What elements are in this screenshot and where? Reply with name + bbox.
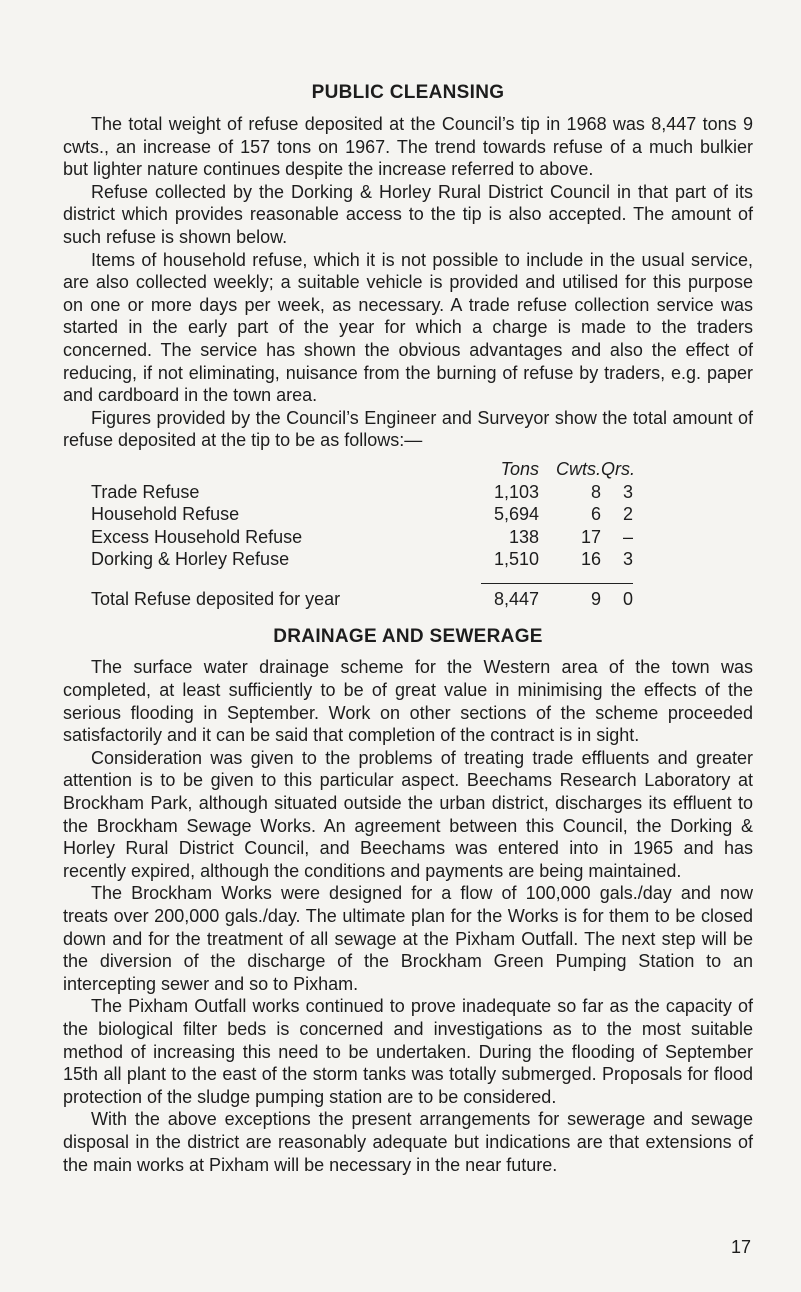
table-row: [91, 503, 753, 526]
paragraph: The total weight of refuse deposited at the Council’s tip in 1968 was 8,447 tons 9 cwts., an increase of 157 tons on 1967. The trend towards refuse of a much bulkier but lighter nature continues despite the increase referred to above.: [63, 114, 753, 180]
table-cell: Household Refuse: [91, 504, 240, 525]
table-cell: Excess Household Refuse: [91, 526, 303, 547]
page-number: 17: [731, 1237, 752, 1257]
table-row: [91, 481, 753, 504]
table-cell: 8,447: [493, 588, 539, 609]
table-total-rule: [481, 583, 633, 584]
drainage-heading: DRAINAGE AND SEWERAGE: [273, 626, 543, 648]
table-cell: 17: [580, 526, 601, 547]
paragraph: With the above exceptions the present arrangements for sewerage and sewage disposal in the district are reasonably adequate but indications are that extensions of the main works at Pixham will be necessary in the near future.: [63, 1109, 753, 1175]
table-cell: 16: [580, 549, 601, 570]
paragraph: The surface water drainage scheme for the Western area of the town was completed, at least sufficiently to be of great value in minimising the effects of the serious flooding in September. Work on other sections of the scheme proceeded satisfactorily and it can be said that completion of the contract is in sight.: [63, 657, 753, 746]
table-cell: Trade Refuse: [91, 481, 200, 502]
paragraph: Figures provided by the Council’s Engineer and Surveyor show the total amount of refuse deposited at the tip to be as follows:—: [63, 407, 753, 451]
table-cell: 3: [622, 481, 633, 502]
table-cell: Total Refuse deposited for year: [91, 588, 341, 609]
table-cell: 5,694: [493, 504, 539, 525]
table-row: [91, 526, 753, 549]
table-cell: 9: [590, 588, 601, 609]
table-header-cell: [91, 458, 481, 481]
paragraph: The Pixham Outfall works continued to prove inadequate so far as the capacity of the biological filter beds is concerned and investigations as to the most suitable method of increasing this need to be undertaken. During the flooding of September 15th all plant to the east of the storm tanks was totally submerged. Proposals for flood protection of the sludge pumping station are to be considered.: [63, 996, 753, 1107]
table-total-row: [91, 588, 753, 611]
table-cell: 1,510: [493, 549, 539, 570]
table-header-cell: Tons: [500, 458, 539, 479]
refuse-table: [91, 458, 753, 611]
paragraph: Consideration was given to the problems of treating trade effluents and greater attention is to be given to this particular aspect. Beechams Research Laboratory at Brockham Park, although situated outside the urban district, discharges its effluent to the Brockham Sewage Works. An agreement between this Council, the Dorking & Horley Rural District Council, and Beechams was entered into in 1965 and has recently expired, although the conditions and payments are being maintained.: [63, 747, 753, 881]
table-cell: 2: [622, 504, 633, 525]
table-cell: 8: [590, 481, 601, 502]
paragraph: The Brockham Works were designed for a flow of 100,000 gals./day and now treats over 200,000 gals./day. The ultimate plan for the Works is for them to be closed down and for the treatment of all sewage at the Pixham Outfall. The next step will be the diversion of the discharge of the Brockham Green Pumping Station to an intercepting sewer and so to Pixham.: [63, 883, 753, 994]
table-cell: 6: [590, 504, 601, 525]
table-cell: Dorking & Horley Refuse: [91, 549, 290, 570]
table-header-cell: Qrs.: [601, 458, 635, 479]
table-row: [91, 548, 753, 571]
table-header-row: [91, 458, 753, 481]
paragraph: Items of household refuse, which it is not possible to include in the usual service, are also collected weekly; a suitable vehicle is provided and utilised for this purpose on one or more days per week, as necessary. A trade refuse collection service was started in the early part of the year for which a charge is made to the traders concerned. The service has shown the obvious advantages and also the effect of reducing, if not eliminating, nuisance from the burning of refuse by traders, e.g. paper and cardboard in the town area.: [63, 249, 753, 406]
table-cell: 3: [622, 549, 633, 570]
table-cell: 1,103: [493, 481, 539, 502]
table-cell: 0: [622, 588, 633, 609]
table-cell: –: [622, 526, 633, 547]
table-cell: 138: [508, 526, 539, 547]
table-header-cell: Cwts.: [556, 458, 601, 479]
public-cleansing-heading: PUBLIC CLEANSING: [311, 82, 505, 103]
paragraph: Refuse collected by the Dorking & Horley Rural District Council in that part of its district which provides reasonable access to the tip is also accepted. The amount of such refuse is shown below.: [63, 181, 753, 247]
page-content: [63, 82, 753, 1176]
